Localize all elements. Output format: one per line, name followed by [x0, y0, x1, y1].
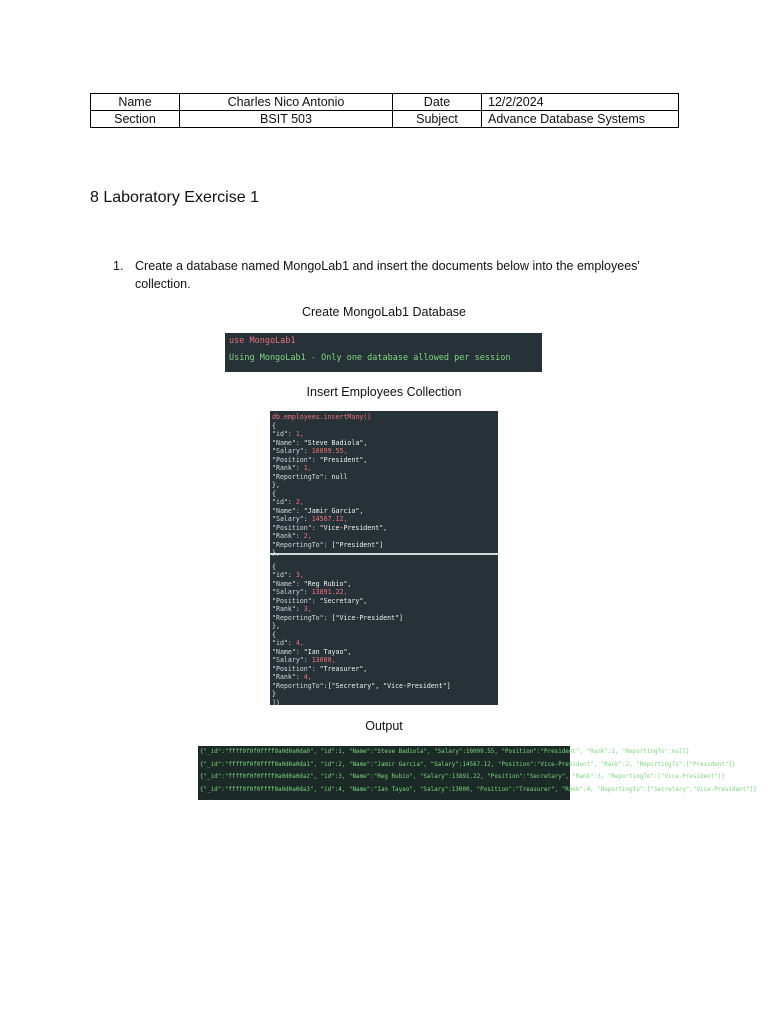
subject-label: Subject	[393, 111, 482, 128]
code-line: {	[272, 630, 276, 639]
caption-create-db: Create MongoLab1 Database	[301, 305, 466, 319]
exercise-heading: 8 Laboratory Exercise 1	[90, 189, 259, 206]
info-row-section	[91, 111, 679, 128]
code-line: "Salary": 10099.55,	[272, 447, 348, 455]
info-row-name	[91, 94, 679, 111]
code-line: {	[272, 489, 276, 498]
code-line: "id": 3,	[272, 571, 304, 579]
code-line: "id": 2,	[272, 498, 304, 506]
code-line: "Salary": 13000,	[272, 656, 336, 664]
code-line: "Name": "Steve Badiola",	[272, 438, 368, 447]
output-line: {"_id":"ffff0f0f0ffff0a0d0a0da3", "id":4, "Name":"Ian Tayao", "Salary":13000, "Position":"Treasurer", "Rank":4, "ReportingTo":["Secretary","Vice-President"]}	[200, 786, 757, 793]
code-line: ])	[272, 698, 280, 707]
code-line: "ReportingTo": ["President"]	[272, 540, 384, 549]
code-line: "Position": "Vice-President",	[272, 523, 388, 532]
code-line: },	[272, 481, 280, 489]
output-line: {"_id":"ffff0f0f0ffff0a0d0a0da0", "id":1, "Name":"Steve Badiola", "Salary":10099.55, "Position":"President", "Rank":1, "ReportingTo":null}	[200, 749, 690, 755]
code-line: "Rank": 1,	[272, 464, 312, 472]
name-label: Name	[91, 94, 180, 111]
caption-insert: Insert Employees Collection	[306, 385, 462, 399]
use-command: use MongoLab1	[229, 336, 296, 346]
code-line: "Name": "Ian Tayao",	[272, 647, 352, 656]
screenshot-divider	[270, 553, 498, 555]
code-line: "id": 1,	[272, 430, 304, 438]
code-line: "ReportingTo": null	[272, 472, 348, 481]
code-line: },	[272, 549, 280, 557]
subject-value: Advance Database Systems	[482, 111, 679, 128]
list-item-number: 1.	[113, 259, 124, 273]
code-line: "id": 4,	[272, 639, 304, 647]
code-line: "Name": "Jamir Garcia",	[272, 506, 364, 515]
create-db-screenshot	[225, 333, 542, 372]
section-value: BSIT 503	[180, 111, 393, 128]
info-table	[90, 93, 679, 128]
output-line: {"_id":"ffff0f0f0ffff0a0d0a0da2", "id":3, "Name":"Reg Rubio", "Salary":13891.22, "Position":"Secretary", "Rank":3, "ReportingTo":["Vice-President"]}	[200, 774, 725, 780]
date-value: 12/2/2024	[482, 94, 679, 111]
code-line: "ReportingTo":["Secretary", "Vice-President"]	[272, 681, 451, 690]
date-label: Date	[393, 94, 482, 111]
code-line: "ReportingTo": ["Vice-President"]	[272, 613, 404, 622]
use-response: Using MongoLab1 - Only one database allowed per session	[229, 353, 511, 363]
code-line: "Salary": 14567.12,	[272, 515, 348, 523]
code-line: {	[272, 562, 276, 571]
list-item-text: Create a database named MongoLab1 and insert the documents below into the employees' collection.	[135, 259, 640, 291]
code-line: "Rank": 4,	[272, 673, 312, 681]
caption-output: Output	[365, 719, 403, 733]
code-line: "Rank": 2,	[272, 532, 312, 540]
output-line: {"_id":"ffff0f0f0ffff0a0d0a0da1", "id":2, "Name":"Jamir Garcia", "Salary":14567.12, "Position":"Vice-President", "Rank":2, "ReportingTo":["President"]}	[200, 761, 736, 768]
code-line: "Position": "Treasurer",	[272, 664, 368, 673]
code-line: "Position": "Secretary",	[272, 596, 368, 605]
code-line: {	[272, 421, 276, 430]
output-screenshot	[198, 746, 757, 800]
code-line: "Position": "President",	[272, 455, 368, 464]
code-line: db.employees.insertMany([	[272, 413, 372, 421]
name-value: Charles Nico Antonio	[180, 94, 393, 111]
code-line: "Rank": 3,	[272, 605, 312, 613]
code-line: "Salary": 13891.22,	[272, 588, 348, 596]
section-label: Section	[91, 111, 180, 128]
insert-screenshot	[270, 411, 498, 705]
code-line: }	[272, 690, 276, 698]
code-line: "Name": "Reg Rubio",	[272, 579, 352, 588]
code-line: },	[272, 622, 280, 630]
